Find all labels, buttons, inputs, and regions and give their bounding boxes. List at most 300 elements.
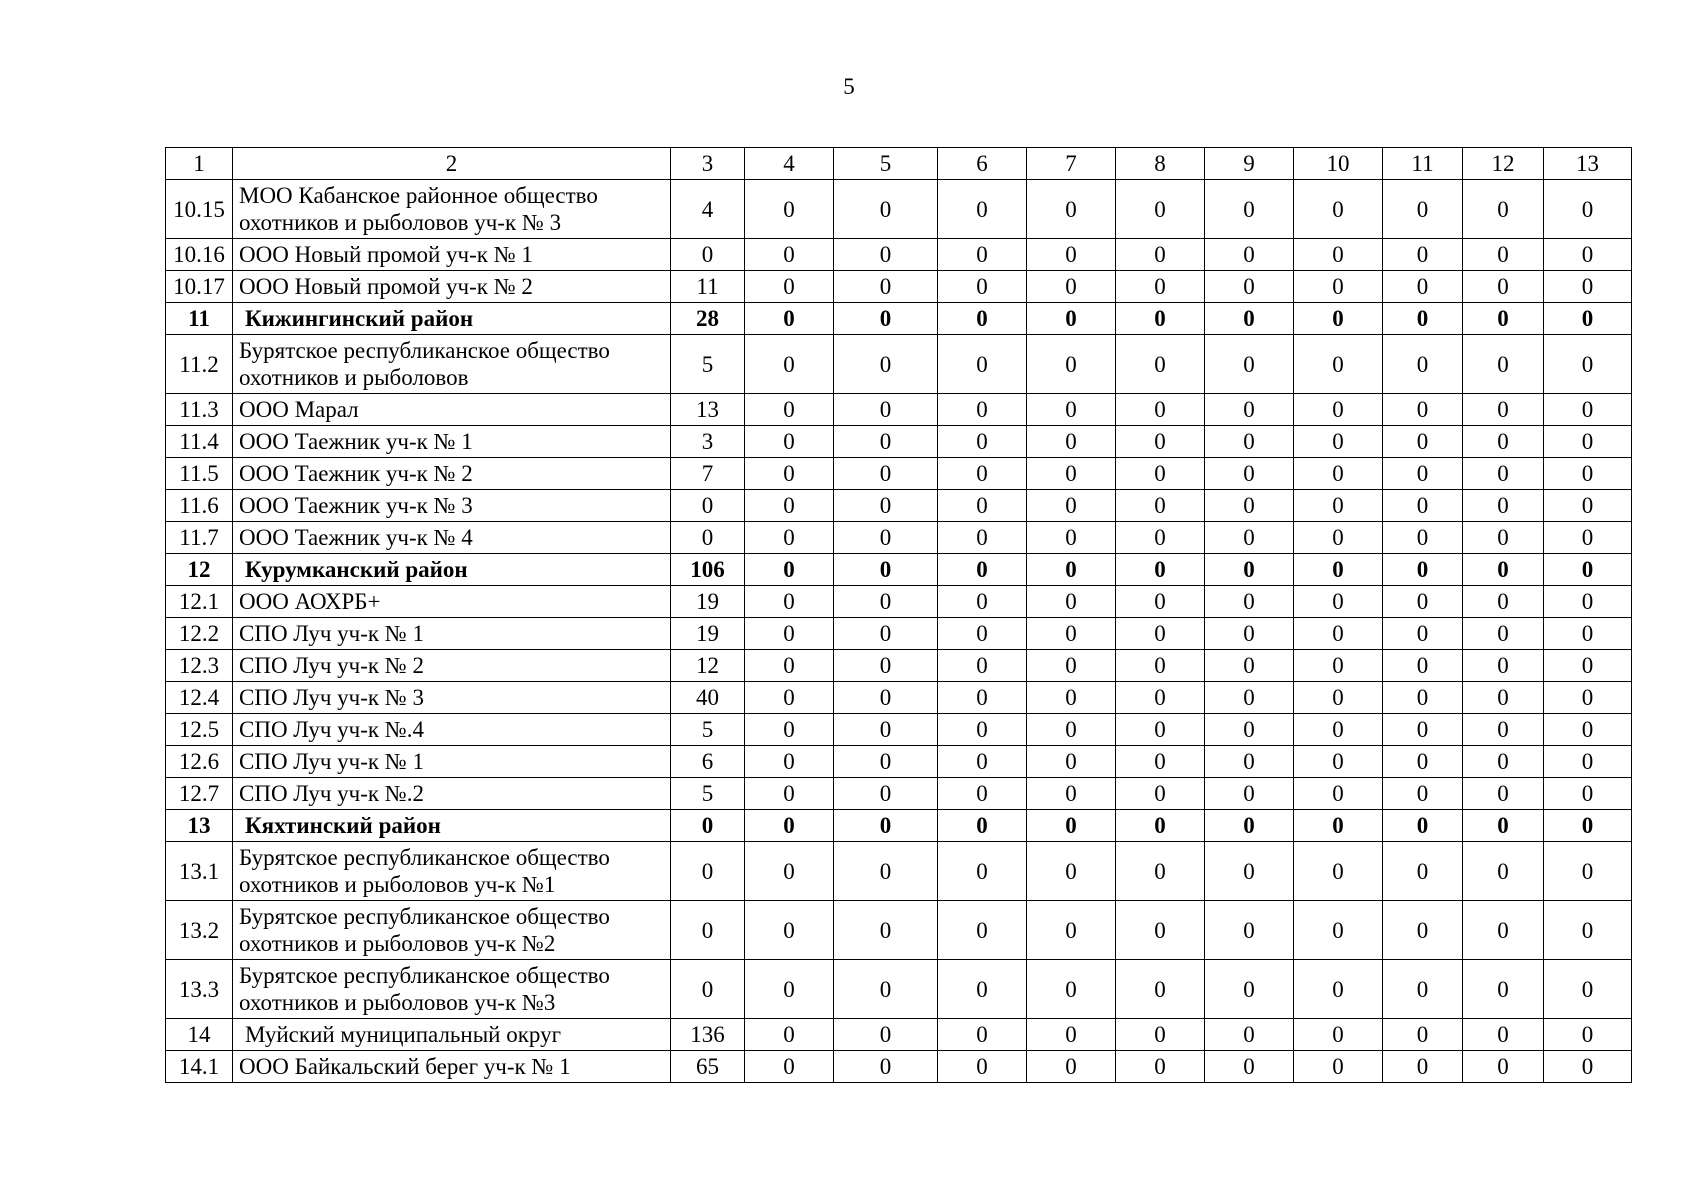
district-row (166, 303, 1632, 335)
value-cell: 0 (1205, 778, 1294, 810)
value-cell: 0 (1116, 239, 1205, 271)
table-row (166, 239, 1632, 271)
value-cell: 0 (938, 180, 1027, 239)
value-cell: 0 (834, 618, 938, 650)
value-cell: 0 (1463, 650, 1544, 682)
row-number-cell: 10.15 (166, 180, 233, 239)
table-row (166, 842, 1632, 901)
value-cell: 0 (1294, 650, 1383, 682)
table-row (166, 1051, 1632, 1083)
value-cell: 0 (1544, 522, 1632, 554)
value-cell: 0 (834, 714, 938, 746)
value-cell: 0 (745, 458, 834, 490)
value-cell: 0 (1544, 618, 1632, 650)
value-cell: 0 (671, 490, 745, 522)
row-number-cell: 11.5 (166, 458, 233, 490)
value-cell: 65 (671, 1051, 745, 1083)
value-cell: 0 (1463, 271, 1544, 303)
value-cell: 0 (1027, 778, 1116, 810)
value-cell: 0 (1027, 335, 1116, 394)
value-cell: 0 (1116, 554, 1205, 586)
table-row (166, 714, 1632, 746)
value-cell: 0 (938, 490, 1027, 522)
value-cell: 0 (1027, 394, 1116, 426)
row-number-cell: 11.7 (166, 522, 233, 554)
row-name-cell: СПО Луч уч-к №.2 (233, 778, 671, 810)
table-row (166, 271, 1632, 303)
value-cell: 0 (834, 682, 938, 714)
table-row (166, 746, 1632, 778)
value-cell: 0 (1383, 810, 1463, 842)
row-name-cell: Кижингинский район (233, 303, 671, 335)
value-cell: 0 (745, 239, 834, 271)
value-cell: 0 (1294, 522, 1383, 554)
row-number-cell: 11.4 (166, 426, 233, 458)
value-cell: 0 (1027, 180, 1116, 239)
value-cell: 0 (1116, 490, 1205, 522)
value-cell: 0 (1205, 522, 1294, 554)
value-cell: 0 (1383, 960, 1463, 1019)
value-cell: 0 (1116, 271, 1205, 303)
row-number-cell: 12.6 (166, 746, 233, 778)
value-cell: 0 (938, 554, 1027, 586)
value-cell: 0 (834, 303, 938, 335)
value-cell: 0 (1544, 490, 1632, 522)
row-name-cell: СПО Луч уч-к №.4 (233, 714, 671, 746)
row-name-cell: ООО АОХРБ+ (233, 586, 671, 618)
value-cell: 0 (1294, 901, 1383, 960)
value-cell: 0 (1383, 522, 1463, 554)
value-cell: 0 (1294, 271, 1383, 303)
value-cell: 0 (834, 271, 938, 303)
value-cell: 0 (1205, 618, 1294, 650)
value-cell: 5 (671, 335, 745, 394)
value-cell: 0 (1544, 239, 1632, 271)
table-row (166, 960, 1632, 1019)
header-cell: 5 (834, 148, 938, 180)
value-cell: 0 (745, 522, 834, 554)
value-cell: 0 (1027, 239, 1116, 271)
row-number-cell: 14.1 (166, 1051, 233, 1083)
value-cell: 3 (671, 426, 745, 458)
data-table (165, 147, 1632, 1083)
value-cell: 0 (1116, 586, 1205, 618)
table-row (166, 778, 1632, 810)
value-cell: 0 (1544, 714, 1632, 746)
value-cell: 0 (834, 1019, 938, 1051)
value-cell: 0 (1205, 682, 1294, 714)
value-cell: 0 (1116, 960, 1205, 1019)
value-cell: 0 (938, 810, 1027, 842)
value-cell: 0 (1463, 522, 1544, 554)
value-cell: 0 (745, 426, 834, 458)
value-cell: 40 (671, 682, 745, 714)
value-cell: 0 (938, 960, 1027, 1019)
header-cell: 7 (1027, 148, 1116, 180)
value-cell: 0 (1116, 778, 1205, 810)
value-cell: 0 (1544, 842, 1632, 901)
value-cell: 0 (1544, 778, 1632, 810)
value-cell: 0 (1544, 586, 1632, 618)
table-row (166, 180, 1632, 239)
header-cell: 4 (745, 148, 834, 180)
value-cell: 0 (1116, 303, 1205, 335)
table-row (166, 490, 1632, 522)
value-cell: 0 (745, 490, 834, 522)
value-cell: 0 (1116, 1019, 1205, 1051)
value-cell: 0 (1027, 490, 1116, 522)
header-cell: 8 (1116, 148, 1205, 180)
value-cell: 0 (834, 650, 938, 682)
row-name-cell: СПО Луч уч-к № 3 (233, 682, 671, 714)
value-cell: 0 (1205, 271, 1294, 303)
value-cell: 0 (1116, 842, 1205, 901)
value-cell: 0 (834, 522, 938, 554)
value-cell: 0 (1463, 239, 1544, 271)
value-cell: 0 (745, 618, 834, 650)
value-cell: 0 (1463, 458, 1544, 490)
value-cell: 0 (1116, 810, 1205, 842)
value-cell: 0 (1294, 960, 1383, 1019)
value-cell: 0 (834, 1051, 938, 1083)
row-number-cell: 12.1 (166, 586, 233, 618)
value-cell: 0 (1383, 303, 1463, 335)
value-cell: 0 (1116, 394, 1205, 426)
value-cell: 0 (1294, 682, 1383, 714)
value-cell: 0 (938, 682, 1027, 714)
value-cell: 0 (1116, 522, 1205, 554)
value-cell: 5 (671, 714, 745, 746)
row-number-cell: 12.3 (166, 650, 233, 682)
value-cell: 0 (1383, 180, 1463, 239)
value-cell: 0 (1383, 335, 1463, 394)
value-cell: 0 (1116, 335, 1205, 394)
row-name-cell: Бурятское республиканское общество охотников и рыболовов (233, 335, 671, 394)
row-name-cell: ООО Новый промой уч-к № 1 (233, 239, 671, 271)
value-cell: 0 (1027, 303, 1116, 335)
value-cell: 0 (1383, 778, 1463, 810)
value-cell: 0 (1544, 458, 1632, 490)
value-cell: 0 (1116, 682, 1205, 714)
row-name-cell: СПО Луч уч-к № 1 (233, 618, 671, 650)
value-cell: 0 (745, 778, 834, 810)
table-row (166, 426, 1632, 458)
value-cell: 0 (1463, 1051, 1544, 1083)
value-cell: 0 (834, 901, 938, 960)
value-cell: 0 (1027, 682, 1116, 714)
table-row (166, 618, 1632, 650)
value-cell: 0 (745, 810, 834, 842)
value-cell: 0 (1463, 901, 1544, 960)
table-row (166, 335, 1632, 394)
value-cell: 0 (1205, 960, 1294, 1019)
value-cell: 0 (1294, 778, 1383, 810)
table-row (166, 586, 1632, 618)
value-cell: 0 (745, 901, 834, 960)
value-cell: 0 (1463, 960, 1544, 1019)
value-cell: 0 (834, 960, 938, 1019)
value-cell: 0 (938, 271, 1027, 303)
value-cell: 0 (834, 746, 938, 778)
value-cell: 0 (1383, 714, 1463, 746)
value-cell: 0 (1116, 180, 1205, 239)
value-cell: 6 (671, 746, 745, 778)
table-row (166, 682, 1632, 714)
row-number-cell: 10.16 (166, 239, 233, 271)
value-cell: 0 (1383, 618, 1463, 650)
value-cell: 0 (1294, 335, 1383, 394)
value-cell: 0 (1294, 394, 1383, 426)
value-cell: 0 (671, 810, 745, 842)
value-cell: 0 (938, 335, 1027, 394)
table-row (166, 458, 1632, 490)
value-cell: 0 (1463, 618, 1544, 650)
value-cell: 0 (1027, 842, 1116, 901)
value-cell: 0 (745, 650, 834, 682)
value-cell: 0 (1205, 714, 1294, 746)
value-cell: 0 (1544, 650, 1632, 682)
value-cell: 0 (834, 586, 938, 618)
district-row (166, 554, 1632, 586)
value-cell: 0 (745, 586, 834, 618)
value-cell: 0 (1027, 1051, 1116, 1083)
value-cell: 0 (1544, 810, 1632, 842)
value-cell: 0 (1544, 271, 1632, 303)
row-number-cell: 13.2 (166, 901, 233, 960)
header-cell: 1 (166, 148, 233, 180)
row-name-cell: Кяхтинский район (233, 810, 671, 842)
row-number-cell: 13.3 (166, 960, 233, 1019)
value-cell: 0 (1294, 1019, 1383, 1051)
value-cell: 0 (1383, 842, 1463, 901)
row-name-cell: ООО Новый промой уч-к № 2 (233, 271, 671, 303)
row-number-cell: 13.1 (166, 842, 233, 901)
row-name-cell: ООО Таежник уч-к № 3 (233, 490, 671, 522)
value-cell: 0 (1383, 901, 1463, 960)
value-cell: 0 (1463, 394, 1544, 426)
row-name-cell: ООО Таежник уч-к № 2 (233, 458, 671, 490)
value-cell: 0 (1383, 586, 1463, 618)
value-cell: 0 (938, 522, 1027, 554)
value-cell: 136 (671, 1019, 745, 1051)
value-cell: 0 (1205, 810, 1294, 842)
value-cell: 0 (1463, 1019, 1544, 1051)
value-cell: 0 (1383, 746, 1463, 778)
row-name-cell: Бурятское республиканское общество охотников и рыболовов уч-к №1 (233, 842, 671, 901)
value-cell: 0 (1116, 714, 1205, 746)
row-number-cell: 12.4 (166, 682, 233, 714)
value-cell: 0 (1463, 335, 1544, 394)
value-cell: 0 (1116, 650, 1205, 682)
value-cell: 0 (834, 180, 938, 239)
value-cell: 0 (834, 778, 938, 810)
value-cell: 0 (1027, 1019, 1116, 1051)
value-cell: 0 (1294, 586, 1383, 618)
value-cell: 0 (1544, 335, 1632, 394)
header-cell: 10 (1294, 148, 1383, 180)
value-cell: 0 (1544, 1051, 1632, 1083)
value-cell: 0 (1383, 1019, 1463, 1051)
row-number-cell: 11.6 (166, 490, 233, 522)
row-number-cell: 13 (166, 810, 233, 842)
value-cell: 0 (745, 1051, 834, 1083)
row-number-cell: 11.3 (166, 394, 233, 426)
value-cell: 0 (745, 1019, 834, 1051)
value-cell: 0 (1027, 554, 1116, 586)
value-cell: 0 (938, 618, 1027, 650)
row-number-cell: 11 (166, 303, 233, 335)
value-cell: 0 (1463, 180, 1544, 239)
value-cell: 0 (745, 960, 834, 1019)
district-row (166, 1019, 1632, 1051)
table-row (166, 522, 1632, 554)
value-cell: 0 (1205, 303, 1294, 335)
value-cell: 0 (834, 490, 938, 522)
header-cell: 6 (938, 148, 1027, 180)
value-cell: 0 (938, 586, 1027, 618)
value-cell: 0 (1027, 618, 1116, 650)
value-cell: 0 (1205, 746, 1294, 778)
value-cell: 0 (1205, 490, 1294, 522)
value-cell: 0 (1383, 271, 1463, 303)
value-cell: 13 (671, 394, 745, 426)
value-cell: 0 (1205, 842, 1294, 901)
value-cell: 4 (671, 180, 745, 239)
value-cell: 0 (1383, 239, 1463, 271)
value-cell: 0 (938, 394, 1027, 426)
value-cell: 0 (1294, 554, 1383, 586)
value-cell: 0 (1463, 490, 1544, 522)
row-name-cell: ООО Марал (233, 394, 671, 426)
value-cell: 0 (1544, 1019, 1632, 1051)
value-cell: 0 (1544, 960, 1632, 1019)
row-name-cell: СПО Луч уч-к № 1 (233, 746, 671, 778)
value-cell: 0 (938, 458, 1027, 490)
value-cell: 0 (1383, 554, 1463, 586)
value-cell: 0 (745, 842, 834, 901)
row-name-cell: ООО Таежник уч-к № 4 (233, 522, 671, 554)
value-cell: 0 (745, 271, 834, 303)
table-body (166, 148, 1632, 1083)
value-cell: 7 (671, 458, 745, 490)
value-cell: 28 (671, 303, 745, 335)
value-cell: 0 (1294, 239, 1383, 271)
value-cell: 0 (1027, 746, 1116, 778)
value-cell: 0 (1463, 426, 1544, 458)
row-number-cell: 10.17 (166, 271, 233, 303)
value-cell: 0 (1294, 490, 1383, 522)
row-number-cell: 12.2 (166, 618, 233, 650)
value-cell: 0 (938, 746, 1027, 778)
value-cell: 0 (1544, 426, 1632, 458)
value-cell: 0 (1027, 271, 1116, 303)
value-cell: 0 (834, 426, 938, 458)
row-number-cell: 12 (166, 554, 233, 586)
value-cell: 0 (1027, 714, 1116, 746)
value-cell: 0 (1294, 810, 1383, 842)
value-cell: 0 (671, 960, 745, 1019)
value-cell: 0 (745, 394, 834, 426)
value-cell: 0 (834, 810, 938, 842)
header-cell: 9 (1205, 148, 1294, 180)
value-cell: 0 (1205, 426, 1294, 458)
value-cell: 0 (1027, 458, 1116, 490)
value-cell: 0 (1294, 618, 1383, 650)
value-cell: 0 (1205, 586, 1294, 618)
value-cell: 0 (1294, 458, 1383, 490)
value-cell: 0 (1544, 180, 1632, 239)
value-cell: 0 (1027, 810, 1116, 842)
value-cell: 0 (834, 458, 938, 490)
value-cell: 0 (1116, 746, 1205, 778)
value-cell: 0 (745, 335, 834, 394)
value-cell: 0 (1027, 901, 1116, 960)
value-cell: 0 (1463, 746, 1544, 778)
value-cell: 0 (1544, 901, 1632, 960)
value-cell: 19 (671, 586, 745, 618)
value-cell: 0 (1116, 1051, 1205, 1083)
value-cell: 0 (1294, 426, 1383, 458)
value-cell: 0 (1383, 682, 1463, 714)
value-cell: 0 (1294, 746, 1383, 778)
row-number-cell: 11.2 (166, 335, 233, 394)
value-cell: 0 (1205, 901, 1294, 960)
row-name-cell: Курумканский район (233, 554, 671, 586)
value-cell: 0 (1027, 960, 1116, 1019)
value-cell: 0 (745, 180, 834, 239)
row-number-cell: 14 (166, 1019, 233, 1051)
value-cell: 0 (938, 1051, 1027, 1083)
header-cell: 2 (233, 148, 671, 180)
value-cell: 0 (1383, 426, 1463, 458)
value-cell: 0 (745, 303, 834, 335)
value-cell: 19 (671, 618, 745, 650)
value-cell: 0 (1383, 394, 1463, 426)
value-cell: 12 (671, 650, 745, 682)
value-cell: 0 (938, 239, 1027, 271)
value-cell: 0 (938, 650, 1027, 682)
value-cell: 0 (1205, 650, 1294, 682)
value-cell: 0 (834, 239, 938, 271)
value-cell: 0 (1027, 522, 1116, 554)
value-cell: 0 (671, 842, 745, 901)
header-cell: 3 (671, 148, 745, 180)
value-cell: 0 (938, 842, 1027, 901)
value-cell: 0 (1116, 458, 1205, 490)
value-cell: 0 (1027, 586, 1116, 618)
value-cell: 0 (1294, 303, 1383, 335)
value-cell: 0 (1205, 554, 1294, 586)
value-cell: 0 (671, 522, 745, 554)
table-row (166, 901, 1632, 960)
row-name-cell: ООО Байкальский берег уч-к № 1 (233, 1051, 671, 1083)
row-name-cell: Бурятское республиканское общество охотников и рыболовов уч-к №3 (233, 960, 671, 1019)
value-cell: 0 (671, 901, 745, 960)
value-cell: 0 (1116, 618, 1205, 650)
value-cell: 0 (1383, 650, 1463, 682)
value-cell: 0 (1544, 746, 1632, 778)
header-cell: 12 (1463, 148, 1544, 180)
value-cell: 0 (671, 239, 745, 271)
value-cell: 0 (1205, 394, 1294, 426)
value-cell: 0 (1205, 180, 1294, 239)
value-cell: 0 (1294, 1051, 1383, 1083)
district-row (166, 810, 1632, 842)
value-cell: 0 (745, 682, 834, 714)
value-cell: 0 (1463, 303, 1544, 335)
value-cell: 0 (1463, 810, 1544, 842)
value-cell: 0 (938, 426, 1027, 458)
